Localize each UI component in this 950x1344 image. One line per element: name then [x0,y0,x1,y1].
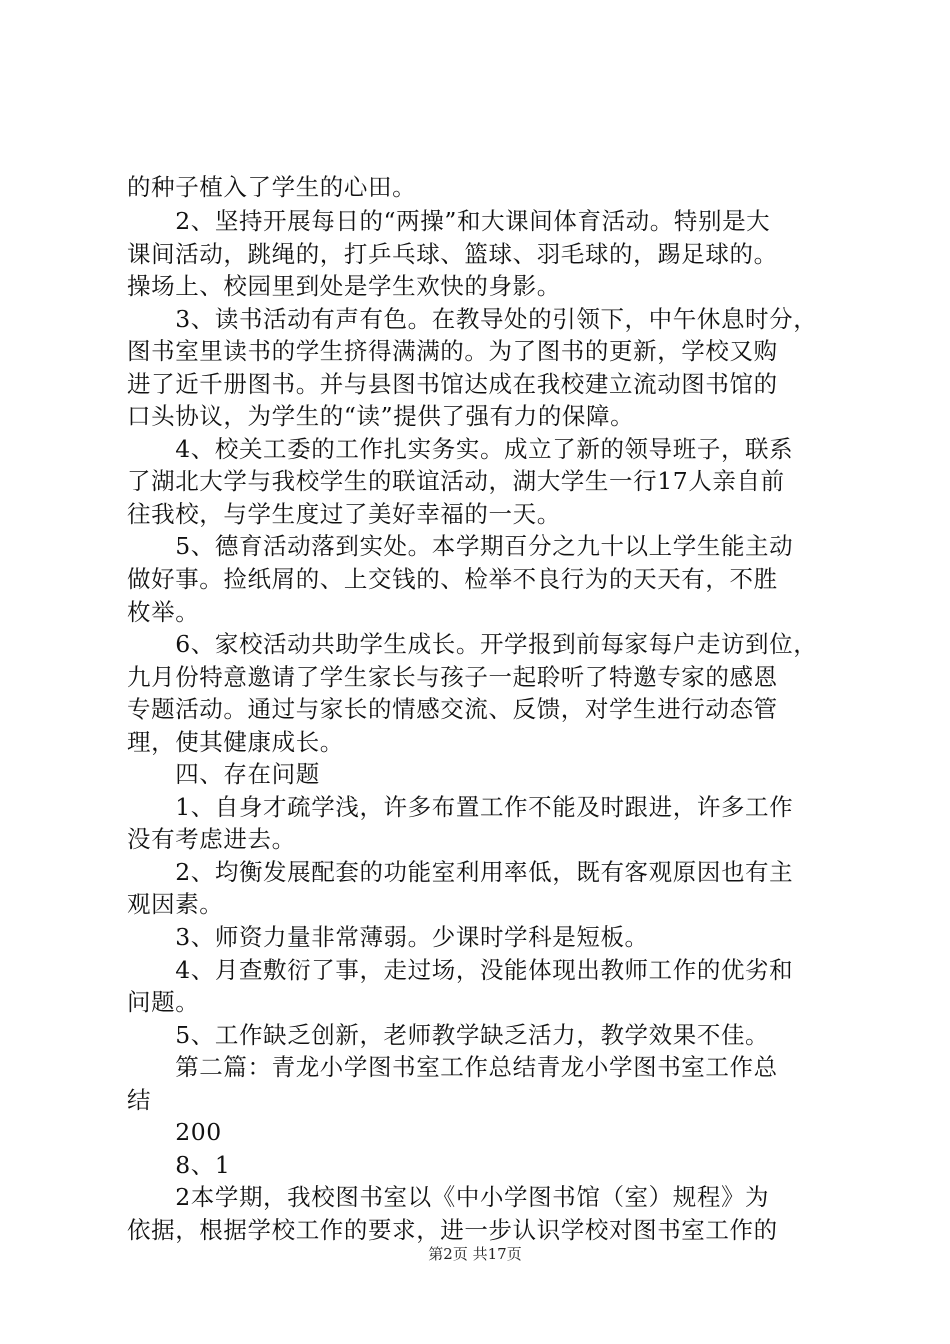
body-line: 2本学期，我校图书室以《中小学图书馆（室）规程》为 [127,1183,770,1211]
body-line: 往我校，与学生度过了美好幸福的一天。 [127,500,561,528]
body-line: 进了近千册图书。并与县图书馆达成在我校建立流动图书馆的 [127,370,778,398]
body-line: 专题活动。通过与家长的情感交流、反馈，对学生进行动态管 [127,695,778,723]
body-line: 3、师资力量非常薄弱。少课时学科是短板。 [127,923,649,951]
body-line: 九月份特意邀请了学生家长与孩子一起聆听了特邀专家的感恩 [127,663,778,691]
body-line: 4、月查敷衍了事，走过场，没能体现出教师工作的优劣和 [127,956,794,984]
chapter-heading: 第二篇：青龙小学图书室工作总结青龙小学图书室工作总 [127,1053,778,1081]
body-line: 没有考虑进去。 [127,825,296,853]
body-line: 2、均衡发展配套的功能室利用率低，既有客观原因也有主 [127,858,794,886]
body-line: 3、读书活动有声有色。在教导处的引领下，中午休息时分， [127,305,818,333]
body-line: 操场上、校园里到处是学生欢快的身影。 [127,272,561,300]
body-line: 2、坚持开展每日的“两操”和大课间体育活动。特别是大 [127,207,771,235]
body-line: 5、德育活动落到实处。本学期百分之九十以上学生能主动 [127,532,794,560]
page-number-footer: 第2页 共17页 [428,1245,522,1263]
section-heading: 四、存在问题 [127,760,320,788]
body-line: 200 [127,1118,222,1146]
body-line: 结 [127,1086,152,1114]
body-line: 6、家校活动共助学生成长。开学报到前每家每户走访到位， [127,630,818,658]
body-line: 依据，根据学校工作的要求，进一步认识学校对图书室工作的 [127,1216,778,1244]
body-line: 5、工作缺乏创新，老师教学缺乏活力，教学效果不佳。 [127,1021,770,1049]
body-line: 1、自身才疏学浅，许多布置工作不能及时跟进，许多工作 [127,793,794,821]
body-line: 问题。 [127,988,200,1016]
body-line: 枚举。 [127,598,200,626]
body-line: 了湖北大学与我校学生的联谊活动，湖大学生一行17人亲自前 [127,467,785,495]
body-line: 理，使其健康成长。 [127,728,344,756]
body-line: 图书室里读书的学生挤得满满的。为了图书的更新，学校又购 [127,337,778,365]
body-line: 课间活动，跳绳的，打乒乓球、篮球、羽毛球的，踢足球的。 [127,240,778,268]
body-line: 观因素。 [127,890,224,918]
body-line: 8、1 [127,1151,231,1179]
body-line: 口头协议，为学生的“读”提供了强有力的保障。 [127,402,635,430]
body-line: 4、校关工委的工作扎实务实。成立了新的领导班子，联系 [127,435,794,463]
body-line: 做好事。捡纸屑的、上交钱的、检举不良行为的天天有，不胜 [127,565,778,593]
body-line: 的种子植入了学生的心田。 [127,173,417,201]
